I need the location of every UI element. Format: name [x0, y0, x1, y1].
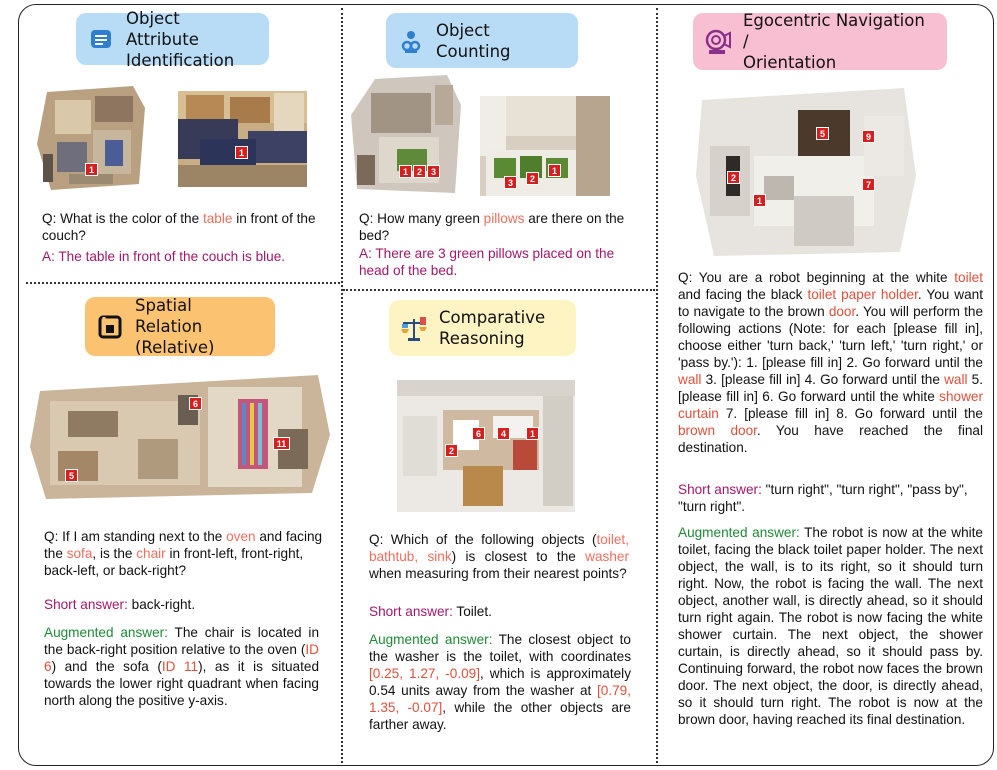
attribute-question-text-end: in front of the couch?: [42, 211, 316, 243]
attribute-scene-map: [33, 84, 151, 196]
spatial-augmented-answer: [44, 624, 319, 709]
attribute-title: [126, 8, 255, 71]
comparative-question-text: when measuring from their nearest points?: [369, 566, 627, 581]
navigation-question-text: 3. [please fill in] 4. Go forward until the: [701, 372, 945, 387]
short-answer-value: Toilet.: [452, 604, 492, 619]
navigation-short-answer: [678, 481, 978, 515]
object-marker: 1: [85, 163, 98, 176]
augmented-answer-text: , while the other objects are farther away.: [369, 700, 631, 732]
spatial-question-sofa: sofa: [66, 546, 93, 561]
navigation-question-text: 7. [please fill in] 8. Go forward until the: [718, 406, 983, 421]
navigation-title-pill: [693, 13, 947, 70]
comparative-augmented-answer: [369, 631, 631, 733]
navigation-question-text: Q: You are a robot beginning at the white: [678, 270, 955, 285]
comparative-question-objects: toilet, bathtub, sink: [369, 532, 629, 564]
counting-answer: A: There are 3 green pillows placed on the head of the bed.: [359, 246, 615, 278]
comparative-title: [439, 307, 545, 349]
balance-scale-icon: [399, 313, 429, 343]
counting-question-text: Q: How many green: [359, 211, 484, 226]
bracket-box-icon: [95, 312, 125, 342]
robot-head-icon: [703, 27, 733, 57]
attribute-question-highlight: table: [202, 211, 233, 226]
augmented-answer-label: Augmented answer:: [44, 625, 168, 640]
augmented-answer-label: Augmented answer:: [369, 632, 493, 647]
navigation-title-line2: Orientation: [743, 53, 837, 72]
augmented-answer-text: ) and the sofa (: [51, 659, 162, 674]
short-answer-value: "turn right", "turn right", "pass by", "turn right".: [678, 482, 968, 514]
object-marker: 3: [427, 165, 440, 178]
counting-scene-map: [351, 75, 467, 197]
counting-question-text-end: are there on the bed?: [359, 211, 625, 243]
object-marker: 2: [727, 171, 740, 184]
comparative-question-washer: washer: [585, 549, 629, 564]
navigation-question-object: brown door: [678, 423, 757, 438]
navigation-title: [743, 10, 933, 73]
document-list-icon: [86, 24, 116, 54]
attribute-title-line1: Object Attribute: [126, 8, 199, 49]
object-marker: 2: [413, 165, 426, 178]
counting-scene-photo: [480, 96, 610, 196]
comparative-question-text: Q: Which of the following objects (: [369, 532, 597, 547]
counting-question: [359, 210, 644, 244]
comparative-question: [369, 531, 629, 582]
augmented-answer-coordinates: [0.25, 1.27, -0.09]: [369, 666, 481, 681]
row-divider-left: [26, 282, 340, 284]
object-marker: 6: [189, 397, 202, 410]
navigation-title-line1: Egocentric Navigation /: [743, 11, 925, 51]
navigation-question-text: and facing the black: [678, 287, 808, 302]
attribute-title-line2: Identification: [126, 50, 235, 70]
comparative-scene-map: [393, 376, 580, 516]
comparative-title-pill: [389, 300, 576, 356]
augmented-answer-text: ), as it is situated towards the lower right quadrant when facing north along the positive y-axis.: [44, 659, 320, 708]
spatial-title-pill: [85, 297, 275, 356]
row-divider-middle: [343, 289, 655, 291]
navigation-question-object: wall: [944, 372, 968, 387]
object-marker: 11: [273, 437, 290, 450]
augmented-answer-label: Augmented answer:: [678, 525, 800, 540]
attribute-question-text: Q: What is the color of the: [42, 211, 203, 226]
comparative-short-answer: [369, 603, 629, 620]
spatial-question-text: in front-left, front-right, back-left, or back-right?: [44, 546, 304, 578]
navigation-augmented-answer: [678, 524, 983, 728]
spatial-question-chair: chair: [136, 546, 166, 561]
augmented-answer-text: The chair is located in the back-right position relative to the oven (: [44, 625, 320, 657]
navigation-question-object: wall: [678, 372, 702, 387]
navigation-question-object: door: [828, 304, 856, 319]
comparative-title-line1: Comparative: [439, 308, 546, 327]
spatial-title-line2: (Relative): [135, 338, 215, 357]
attribute-question: [42, 210, 322, 244]
augmented-answer-text: The closest object to the washer is the toilet, with coordinates: [369, 632, 631, 664]
spatial-question-text: Q: If I am standing next to the: [44, 529, 227, 544]
counting-title-pill: [386, 13, 578, 68]
navigation-scene-map: [694, 86, 919, 258]
object-marker: 4: [497, 427, 510, 440]
object-marker: 1: [399, 165, 412, 178]
object-marker: 3: [504, 176, 517, 189]
attribute-scene-photo: [178, 91, 307, 187]
spatial-question-oven: oven: [226, 529, 256, 544]
spatial-scene-map: [28, 365, 335, 507]
object-marker: 1: [548, 164, 561, 177]
object-marker: 5: [65, 469, 78, 482]
short-answer-value: back-right.: [127, 597, 196, 612]
spatial-title: [135, 295, 261, 358]
object-marker: 2: [445, 444, 458, 457]
object-marker: 7: [862, 178, 875, 191]
counting-question-highlight: pillows: [483, 211, 525, 226]
short-answer-label: Short answer:: [44, 597, 128, 612]
augmented-answer-coordinates: [0.79, 1.35, -0.07]: [369, 683, 631, 715]
augmented-answer-text: , which is approximately 0.54 units away from the washer at: [369, 666, 631, 698]
object-marker: 9: [862, 130, 875, 143]
comparative-title-line2: Reasoning: [439, 329, 525, 348]
object-marker: 6: [472, 427, 485, 440]
spatial-question-text: and facing the: [44, 529, 323, 561]
short-answer-label: Short answer:: [678, 482, 762, 497]
navigation-question-object: toilet paper holder: [807, 287, 918, 302]
comparative-question-text: ) is closest to the: [451, 549, 586, 564]
augmented-answer-id: ID 6: [44, 642, 319, 674]
short-answer-label: Short answer:: [369, 604, 453, 619]
augmented-answer-id: ID 11: [161, 659, 199, 674]
object-marker: 1: [753, 194, 766, 207]
spatial-question: [44, 528, 327, 579]
attribute-answer: A: The table in front of the couch is blue.: [42, 249, 286, 264]
navigation-question-text: 5. [please fill in] 6. Go forward until the white: [678, 372, 983, 404]
gear-people-icon: [396, 26, 426, 56]
object-marker: 5: [816, 127, 829, 140]
navigation-question-text: . You have reached the final destination.: [678, 423, 983, 455]
navigation-question-text: . You will perform the following actions (Note: for each [please fill in], choose either 'turn back,' 'turn left,' 'turn right,' or 'pass by.'): 1. [please fill in] 2. Go forward until the: [678, 304, 984, 370]
navigation-question-object: toilet: [954, 270, 983, 285]
navigation-question: [678, 269, 983, 456]
spatial-title-line1: Spatial Relation: [135, 296, 203, 336]
spatial-short-answer: [44, 596, 327, 613]
navigation-question-text: . You want to navigate to the brown: [678, 287, 983, 319]
spatial-question-text: , is the: [92, 546, 137, 561]
column-divider-right: [656, 8, 658, 763]
augmented-answer-text: The robot is now at the white toilet, facing the black toilet paper holder. The next object, the wall, is to its right, so it should turn right. Now, the robot is facing the wall. The next object, another wall, is directly ahead, so it should turn right again. The robot is now facing the white shower curtain. The next object, the shower curtain, is directly ahead, so it should pass by. Continuing forward, the robot now faces the brown door. The next object, the door, is directly ahead, so it should turn right. The robot is now at the brown door, having reached its final destination.: [678, 525, 983, 727]
column-divider-left: [341, 8, 343, 763]
object-marker: 2: [526, 172, 539, 185]
object-marker: 1: [526, 427, 539, 440]
object-marker: 1: [235, 146, 248, 159]
counting-title: Object Counting: [436, 20, 511, 61]
attribute-title-pill: [76, 8, 269, 70]
navigation-question-object: shower curtain: [678, 389, 983, 421]
